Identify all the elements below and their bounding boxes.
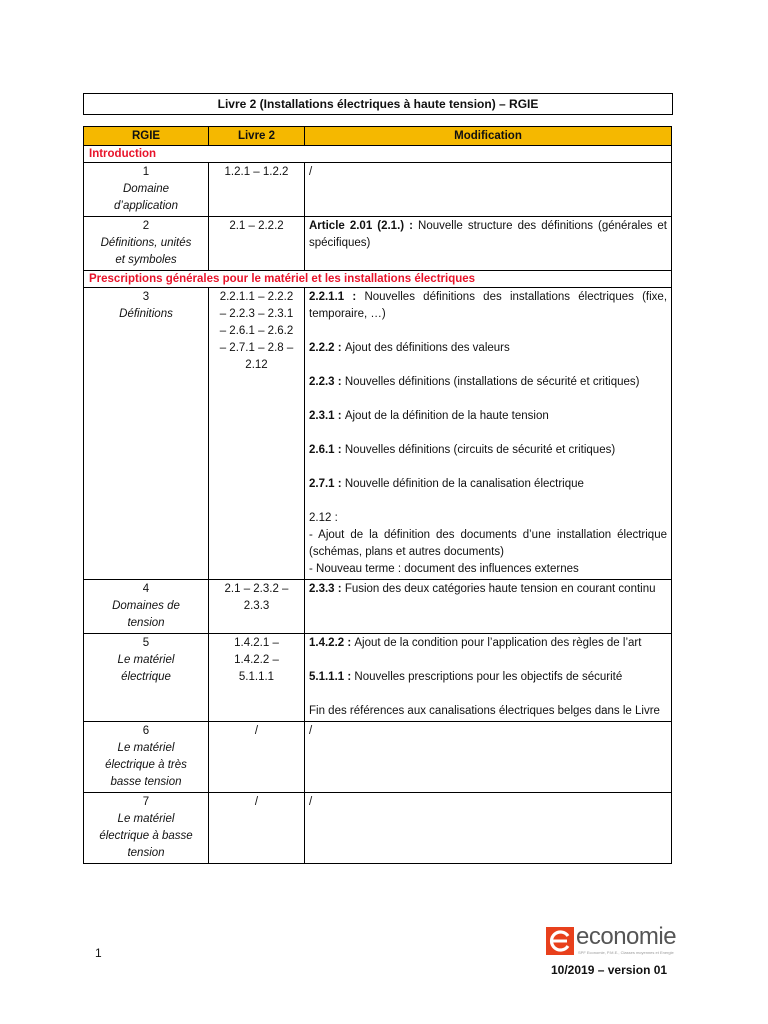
livre-cell: 2.1 – 2.3.2 – 2.3.3 (209, 580, 305, 634)
section-row-prescriptions (84, 271, 672, 288)
modification-text: 2.6.1 : Nouvelles définitions (circuits de sécurité et critiques) (309, 444, 616, 456)
table-row (84, 163, 672, 217)
livre-cell: 1.2.1 – 1.2.2 (209, 163, 305, 217)
rgie-cell (84, 722, 209, 793)
section-title: Prescriptions générales pour le matériel et les installations électriques (84, 271, 672, 288)
version-label: 10/2019 – version 01 (551, 963, 668, 977)
section-row-introduction (84, 146, 672, 163)
modification-bullet: - Ajout de la définition des documents d’une installation électrique (schémas, plans et autres documents) (309, 529, 667, 558)
modification-text: 2.12 : (309, 512, 338, 524)
table-header-row (84, 127, 672, 146)
logo-subtitle: SPF Economie, P.M.E., Classes moyennes et Energie (578, 950, 674, 955)
rgie-cell (84, 793, 209, 864)
section-title: Introduction (84, 146, 672, 163)
header-livre2: Livre 2 (209, 127, 305, 146)
logo-e-icon (546, 927, 574, 955)
rgie-name: Définitions (119, 308, 173, 320)
rgie-cell (84, 163, 209, 217)
table-row (84, 217, 672, 271)
table-row (84, 580, 672, 634)
modification-cell (305, 288, 672, 580)
table-row (84, 288, 672, 580)
rgie-cell (84, 634, 209, 722)
modification-cell (305, 634, 672, 722)
rgie-number: 7 (142, 796, 150, 808)
table-row (84, 722, 672, 793)
modification-table (83, 126, 672, 864)
rgie-name: Le matériel électrique (117, 654, 175, 683)
table-row (84, 793, 672, 864)
modification-text: 2.2.1.1 : Nouvelles définitions des installations électriques (fixe, temporaire, …) (309, 291, 668, 320)
modification-text: / (309, 725, 313, 737)
modification-cell (305, 163, 672, 217)
modification-text: 2.2.3 : Nouvelles définitions (installations de sécurité et critiques) (309, 376, 640, 388)
modification-text: / (309, 796, 313, 808)
rgie-number: 2 (142, 220, 150, 232)
modification-cell (305, 793, 672, 864)
modification-cell (305, 722, 672, 793)
rgie-number: 4 (142, 583, 150, 595)
header-rgie: RGIE (84, 127, 209, 146)
table-row (84, 634, 672, 722)
rgie-number: 5 (142, 637, 150, 649)
rgie-cell (84, 217, 209, 271)
rgie-cell (84, 580, 209, 634)
logo-text: economie (576, 923, 677, 950)
modification-text: 5.1.1.1 : Nouvelles prescriptions pour les objectifs de sécurité (309, 671, 623, 683)
economie-logo (546, 923, 677, 957)
livre-cell: 2.2.1.1 – 2.2.2 – 2.2.3 – 2.3.1 – 2.6.1 – 2.6.2 – 2.7.1 – 2.8 – 2.12 (209, 288, 305, 580)
modification-bullet: - Nouveau terme : document des influences externes (309, 563, 579, 575)
rgie-name: Le matériel électrique à très basse tension (105, 742, 187, 788)
livre-cell: 1.4.2.1 – 1.4.2.2 – 5.1.1.1 (209, 634, 305, 722)
modification-text: 1.4.2.2 : Ajout de la condition pour l’application des règles de l’art (309, 637, 642, 649)
modification-cell (305, 580, 672, 634)
rgie-cell (84, 288, 209, 580)
modification-text: 2.2.2 : Ajout des définitions des valeurs (309, 342, 510, 354)
modification-text: / (309, 166, 313, 178)
modification-text: Article 2.01 (2.1.) : Nouvelle structure des définitions (générales et spécifiques) (309, 220, 667, 249)
rgie-name: Domaine d’application (114, 183, 178, 212)
rgie-number: 1 (142, 166, 150, 178)
modification-text: Fin des références aux canalisations électriques belges dans le Livre (309, 705, 660, 717)
livre-cell: / (209, 793, 305, 864)
modification-text: 2.3.3 : Fusion des deux catégories haute tension en courant continu (309, 583, 656, 595)
rgie-name: Domaines de tension (112, 600, 180, 629)
rgie-name: Le matériel électrique à basse tension (99, 813, 193, 859)
document-title: Livre 2 (Installations électriques à haute tension) – RGIE (83, 93, 673, 115)
header-modification: Modification (305, 127, 672, 146)
livre-cell: / (209, 722, 305, 793)
modification-cell (305, 217, 672, 271)
livre-cell: 2.1 – 2.2.2 (209, 217, 305, 271)
modification-text: 2.7.1 : Nouvelle définition de la canalisation électrique (309, 478, 584, 490)
page-number: 1 (95, 946, 102, 960)
modification-text: 2.3.1 : Ajout de la définition de la haute tension (309, 410, 549, 422)
rgie-number: 3 (142, 291, 150, 303)
rgie-number: 6 (142, 725, 150, 737)
rgie-name: Définitions, unités et symboles (100, 237, 192, 266)
